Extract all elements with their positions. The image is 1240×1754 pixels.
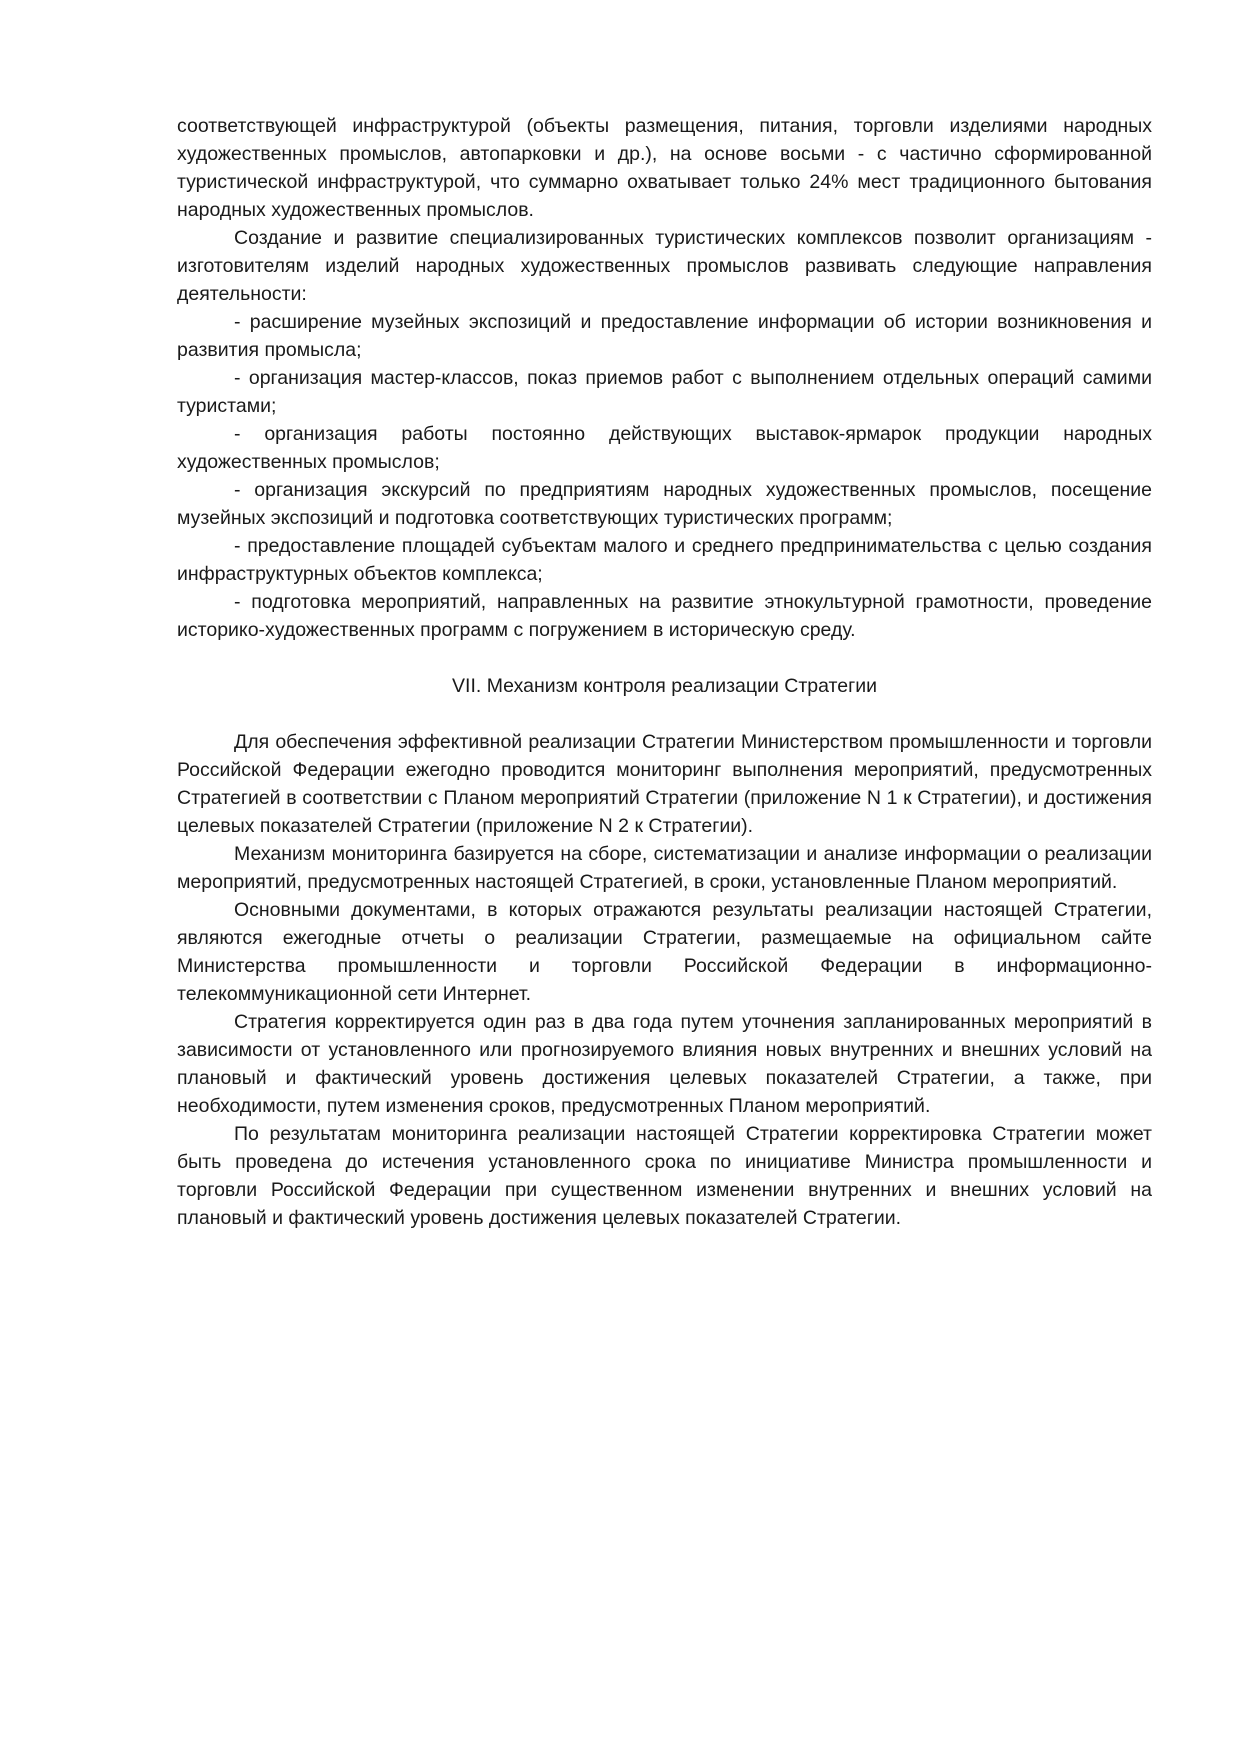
section-paragraph: Механизм мониторинга базируется на сборе, систематизации и анализе информации о реализации мероприятий, предусмотренных настоящей Стратегией, в сроки, установленные Планом мероприятий. bbox=[177, 843, 1152, 893]
direction-item: - предоставление площадей субъектам малого и среднего предпринимательства с целью создания инфраструктурных объектов комплекса; bbox=[177, 535, 1152, 585]
section-heading: VII. Механизм контроля реализации Стратегии bbox=[452, 675, 877, 697]
document-page bbox=[177, 112, 1152, 1232]
direction-item: - расширение музейных экспозиций и предоставление информации об истории возникновения и развития промысла; bbox=[177, 311, 1152, 361]
direction-item: - организация экскурсий по предприятиям народных художественных промыслов, посещение музейных экспозиций и подготовка соответствующих туристических программ; bbox=[177, 479, 1152, 529]
paragraph-creation: Создание и развитие специализированных туристических комплексов позволит организациям - изготовителям изделий народных художественных промыслов развивать следующие направления деятельности: bbox=[177, 227, 1152, 305]
section-paragraph: Стратегия корректируется один раз в два года путем уточнения запланированных мероприятий в зависимости от установленного или прогнозируемого влияния новых внутренних и внешних условий на плановый и фактический уровень достижения целевых показателей Стратегии, а также, при необходимости, путем изменения сроков, предусмотренных Планом мероприятий. bbox=[177, 1011, 1152, 1117]
section-paragraph: Основными документами, в которых отражаются результаты реализации настоящей Стратегии, являются ежегодные отчеты о реализации Стратегии, размещаемые на официальном сайте Министерства промышленности и торговли Российской Федерации в информационно-телекоммуникационной сети Интернет. bbox=[177, 899, 1152, 1005]
section-paragraph: По результатам мониторинга реализации настоящей Стратегии корректировка Стратегии может быть проведена до истечения установленного срока по инициативе Министра промышленности и торговли Российской Федерации при существенном изменении внутренних и внешних условий на плановый и фактический уровень достижения целевых показателей Стратегии. bbox=[177, 1123, 1152, 1229]
direction-item: - подготовка мероприятий, направленных на развитие этнокультурной грамотности, проведение историко-художественных программ с погружением в историческую среду. bbox=[177, 591, 1152, 641]
section-paragraph: Для обеспечения эффективной реализации Стратегии Министерством промышленности и торговли Российской Федерации ежегодно проводится мониторинг выполнения мероприятий, предусмотренных Стратегией в соответствии с Планом мероприятий Стратегии (приложение N 1 к Стратегии), и достижения целевых показателей Стратегии (приложение N 2 к Стратегии). bbox=[177, 731, 1152, 837]
direction-item: - организация работы постоянно действующих выставок-ярмарок продукции народных художественных промыслов; bbox=[177, 423, 1152, 473]
direction-item: - организация мастер-классов, показ приемов работ с выполнением отдельных операций самими туристами; bbox=[177, 367, 1152, 417]
paragraph-continuation: соответствующей инфраструктурой (объекты размещения, питания, торговли изделиями народных художественных промыслов, автопарковки и др.), на основе восьми - с частично сформированной туристической инфраструктурой, что суммарно охватывает только 24% мест традиционного бытования народных художественных промыслов. bbox=[177, 115, 1152, 221]
